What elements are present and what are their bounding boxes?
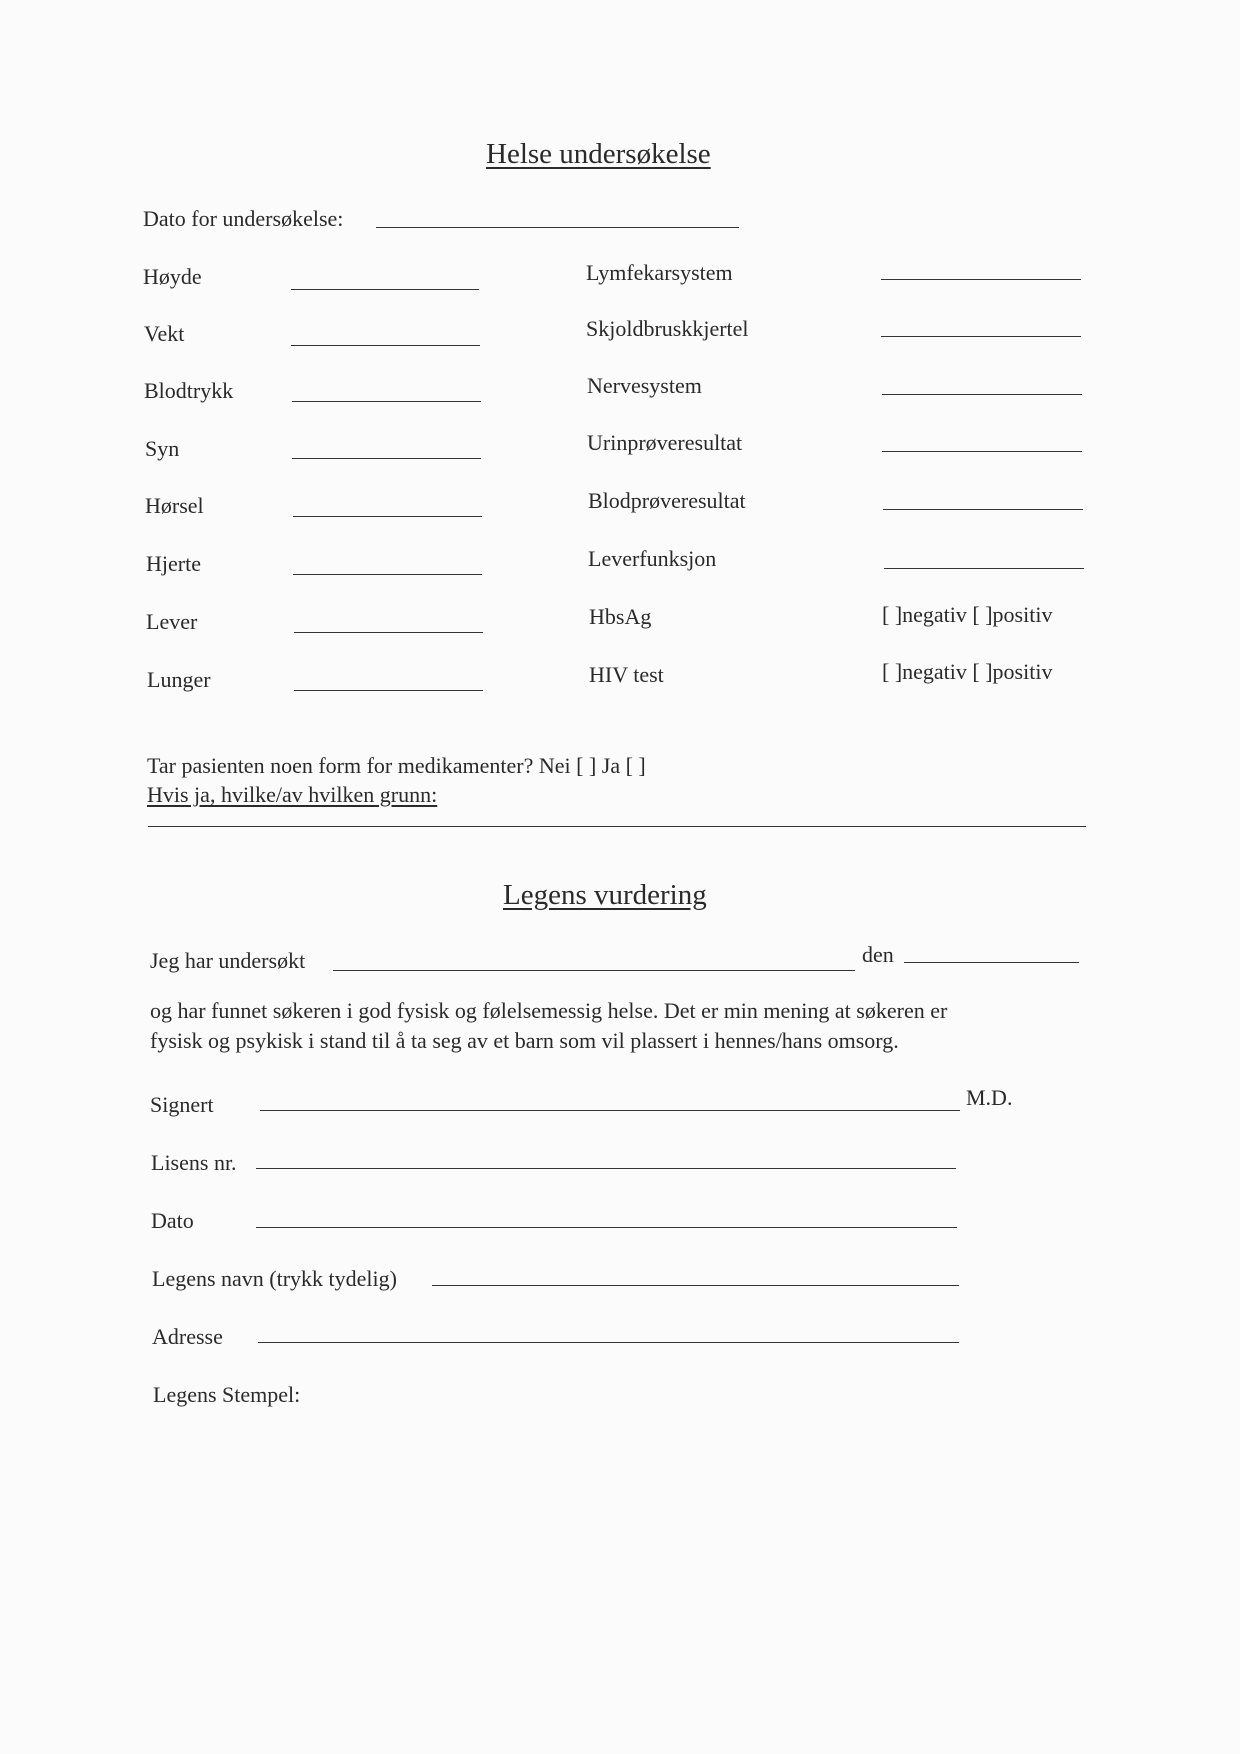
examined-label: Jeg har undersøkt <box>150 948 306 973</box>
medication-reason-field[interactable] <box>148 826 1086 827</box>
field-label-vekt: Vekt <box>144 321 185 346</box>
field-label-hoyde: Høyde <box>143 264 202 289</box>
assessment-title: Legens vurdering <box>503 879 707 911</box>
field-label-hbsag: HbsAg <box>589 604 652 629</box>
address-label: Adresse <box>152 1324 223 1349</box>
medication-reason-label: Hvis ja, hvilke/av hvilken grunn: <box>147 782 438 807</box>
field-input-lever[interactable] <box>294 632 483 633</box>
license-field[interactable] <box>256 1168 956 1169</box>
field-input-vekt[interactable] <box>291 345 480 346</box>
field-input-urinproveresultat[interactable] <box>882 451 1082 452</box>
license-label: Lisens nr. <box>151 1150 237 1175</box>
address-field[interactable] <box>258 1342 959 1343</box>
field-input-horsel[interactable] <box>293 516 482 517</box>
field-label-skjoldbruskkjertel: Skjoldbruskkjertel <box>586 316 749 341</box>
md-label: M.D. <box>966 1085 1013 1110</box>
hiv-checkbox-options[interactable]: [ ]negativ [ ]positiv <box>882 659 1053 684</box>
form-title: Helse undersøkelse <box>486 138 711 170</box>
examined-date-field[interactable] <box>904 962 1079 963</box>
den-label: den <box>862 942 894 967</box>
field-label-blodproveresultat: Blodprøveresultat <box>588 488 746 513</box>
statement-line-2: fysisk og psykisk i stand til å ta seg av et barn som vil plassert i hennes/hans omsorg. <box>150 1028 899 1053</box>
field-label-lever: Lever <box>146 609 198 634</box>
field-input-lymfekarsystem[interactable] <box>881 279 1081 280</box>
field-label-leverfunksjon: Leverfunksjon <box>588 546 717 571</box>
field-input-syn[interactable] <box>292 458 481 459</box>
statement-line-1: og har funnet søkeren i god fysisk og følelsemessig helse. Det er min mening at søkeren er <box>150 998 948 1023</box>
hbsag-checkbox-options[interactable]: [ ]negativ [ ]positiv <box>882 602 1053 627</box>
field-input-blodproveresultat[interactable] <box>883 509 1083 510</box>
field-input-skjoldbruskkjertel[interactable] <box>881 336 1081 337</box>
date-field[interactable] <box>256 1227 957 1228</box>
field-input-nervesystem[interactable] <box>882 394 1082 395</box>
field-input-blodtrykk[interactable] <box>292 401 481 402</box>
field-label-lymfekarsystem: Lymfekarsystem <box>586 260 733 285</box>
field-input-lunger[interactable] <box>294 690 483 691</box>
signature-field[interactable] <box>260 1110 960 1111</box>
signed-label: Signert <box>150 1092 214 1117</box>
exam-date-label: Dato for undersøkelse: <box>143 206 344 231</box>
doctor-name-field[interactable] <box>432 1285 959 1286</box>
exam-date-field[interactable] <box>376 227 739 228</box>
field-input-hoyde[interactable] <box>291 289 479 290</box>
field-label-blodtrykk: Blodtrykk <box>144 378 234 403</box>
field-label-hiv-test: HIV test <box>589 662 664 687</box>
stamp-label: Legens Stempel: <box>153 1382 301 1407</box>
field-label-syn: Syn <box>145 436 180 461</box>
doctor-name-label: Legens navn (trykk tydelig) <box>152 1266 397 1291</box>
field-label-lunger: Lunger <box>147 667 211 692</box>
medication-question[interactable]: Tar pasienten noen form for medikamenter? Nei [ ] Ja [ ] <box>147 753 646 778</box>
field-label-urinproveresultat: Urinprøveresultat <box>587 430 743 455</box>
field-label-hjerte: Hjerte <box>146 551 201 576</box>
date-label: Dato <box>151 1208 194 1233</box>
field-label-nervesystem: Nervesystem <box>587 373 702 398</box>
examined-name-field[interactable] <box>333 970 855 971</box>
field-input-hjerte[interactable] <box>293 574 482 575</box>
field-input-leverfunksjon[interactable] <box>884 568 1084 569</box>
field-label-horsel: Hørsel <box>145 493 204 518</box>
